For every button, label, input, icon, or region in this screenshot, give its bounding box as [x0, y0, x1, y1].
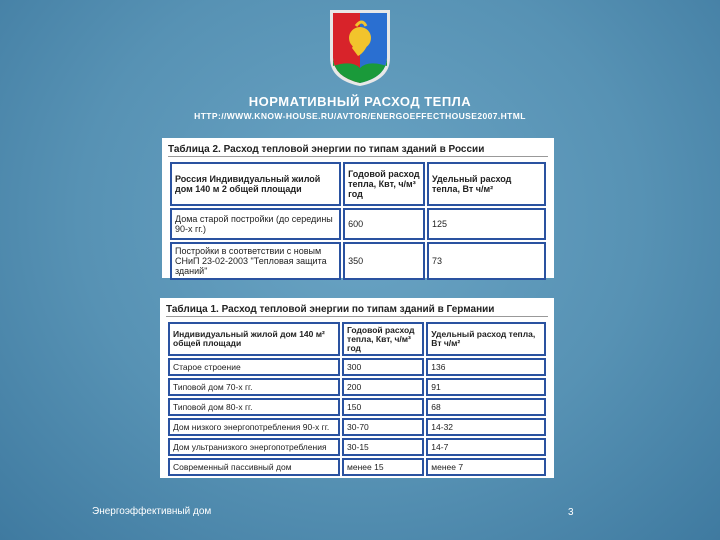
table-cell: 150: [342, 398, 424, 416]
table-cell: менее 15: [342, 458, 424, 476]
page-number: 3: [568, 507, 574, 518]
table-row: [170, 208, 546, 240]
table-cell: 30-70: [342, 418, 424, 436]
russia-table-panel: [162, 138, 554, 278]
header-cell: Годовой расход тепла, Квт, ч/м³ год: [343, 162, 425, 206]
table-cell: 600: [343, 208, 425, 240]
header-cell: Индивидуальный жилой дом 140 м² общей площади: [168, 322, 340, 356]
table-cell: 14-32: [426, 418, 546, 436]
table-row: [168, 438, 546, 456]
table-cell: Дом низкого энергопотребления 90-х гг.: [168, 418, 340, 436]
table-row: [168, 458, 546, 476]
table-row: [168, 378, 546, 396]
source-url: HTTP://WWW.KNOW-HOUSE.RU/AVTOR/ENERGOEFFECTHOUSE2007.HTML: [194, 111, 526, 121]
table-caption: Таблица 1. Расход тепловой энергии по типам зданий в Германии: [166, 304, 548, 317]
table-cell: 14-7: [426, 438, 546, 456]
table-cell: 125: [427, 208, 546, 240]
table-header-row: [168, 322, 546, 356]
table-cell: менее 7: [426, 458, 546, 476]
table-cell: 136: [426, 358, 546, 376]
table-cell: Типовой дом 70-х гг.: [168, 378, 340, 396]
table-cell: 350: [343, 242, 425, 280]
table-cell: 300: [342, 358, 424, 376]
header-cell: Годовой расход тепла, Квт, ч/м³ год: [342, 322, 424, 356]
table-row: [170, 242, 546, 280]
coat-of-arms-icon: [328, 8, 392, 88]
header-cell: Удельный расход тепла, Вт ч/м²: [427, 162, 546, 206]
header-cell: Удельный расход тепла, Вт ч/м²: [426, 322, 546, 356]
table-cell: Дома старой постройки (до середины 90-х гг.): [170, 208, 341, 240]
table-row: [168, 358, 546, 376]
table-cell: Типовой дом 80-х гг.: [168, 398, 340, 416]
germany-table-panel: [160, 298, 554, 478]
footer-title: Энергоэффективный дом: [92, 506, 212, 517]
header-cell: Россия Индивидуальный жилой дом 140 м 2 общей площади: [170, 162, 341, 206]
table-cell: Старое строение: [168, 358, 340, 376]
slide-title: НОРМАТИВНЫЙ РАСХОД ТЕПЛА: [248, 94, 472, 109]
table-cell: 200: [342, 378, 424, 396]
table-header-row: [170, 162, 546, 206]
table-cell: Постройки в соответствии с новым СНиП 23-02-2003 "Тепловая защита зданий": [170, 242, 341, 280]
table-row: [168, 398, 546, 416]
table-cell: 73: [427, 242, 546, 280]
table-caption: Таблица 2. Расход тепловой энергии по типам зданий в России: [168, 144, 548, 157]
table-cell: 68: [426, 398, 546, 416]
table-cell: Современный пассивный дом: [168, 458, 340, 476]
table-cell: 91: [426, 378, 546, 396]
russia-heat-table: [168, 160, 548, 282]
table-cell: Дом ультранизкого энергопотребления: [168, 438, 340, 456]
germany-heat-table: [166, 320, 548, 478]
table-row: [168, 418, 546, 436]
table-cell: 30-15: [342, 438, 424, 456]
